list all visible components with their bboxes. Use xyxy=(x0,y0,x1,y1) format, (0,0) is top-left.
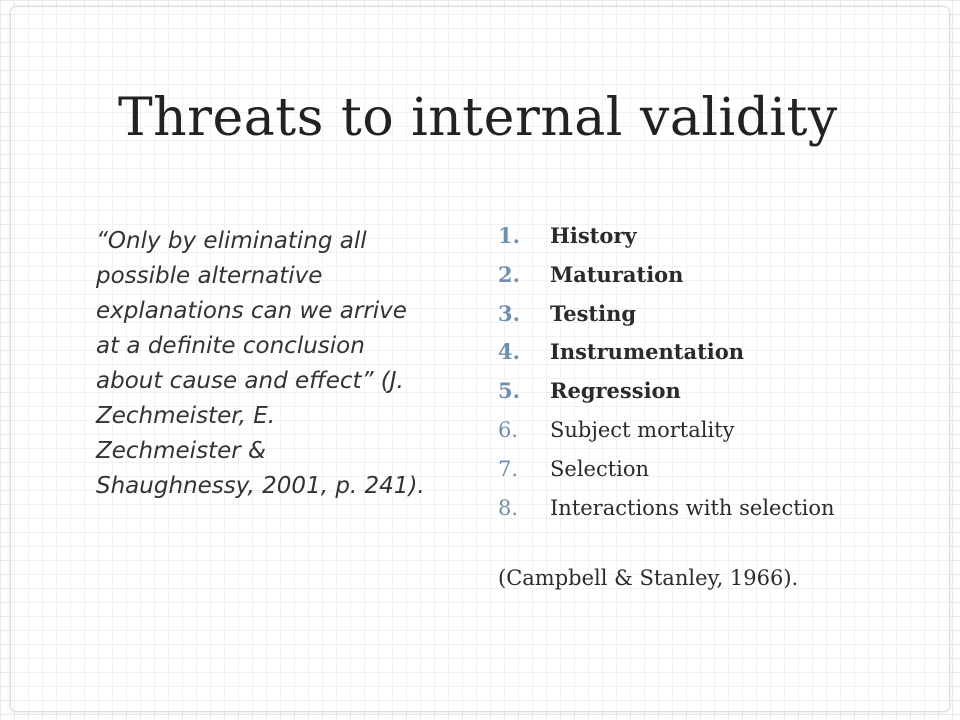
threats-list xyxy=(498,220,918,528)
list-item xyxy=(498,414,918,453)
list-item xyxy=(498,336,918,375)
list-label: Selection xyxy=(550,456,650,481)
quote-line: Shaughnessy, 2001, p. 241). xyxy=(96,473,425,499)
quote-line: at a definite conclusion xyxy=(96,333,365,359)
quote-line: Zechmeister, E. xyxy=(96,403,276,429)
list-label: Testing xyxy=(550,300,637,326)
quote-text xyxy=(96,224,468,504)
list-number: 6. xyxy=(498,417,519,442)
list-item xyxy=(498,259,918,298)
list-item xyxy=(498,453,918,492)
citation: (Campbell & Stanley, 1966). xyxy=(498,566,799,590)
list-item xyxy=(498,220,918,259)
list-number: 8. xyxy=(498,495,519,520)
quote-line: about cause and effect” (J. xyxy=(96,368,404,394)
list-number: 2. xyxy=(498,261,520,287)
list-item xyxy=(498,375,918,414)
list-label: Interactions with selection xyxy=(550,495,835,520)
list-number: 4. xyxy=(498,339,520,365)
quote-line: “Only by eliminating all xyxy=(96,228,367,254)
list-number: 3. xyxy=(498,300,520,326)
quote-line: Zechmeister & xyxy=(96,438,266,464)
list-label: History xyxy=(550,223,637,248)
list-number: 7. xyxy=(498,456,519,481)
list-label: Instrumentation xyxy=(550,339,745,365)
list-number: 1. xyxy=(498,223,520,248)
quote-line: possible alternative xyxy=(96,263,323,289)
quote-line: explanations can we arrive xyxy=(96,298,407,324)
list-label: Maturation xyxy=(550,261,684,287)
list-label: Regression xyxy=(550,378,681,404)
slide-title: Threats to internal validity xyxy=(118,88,838,148)
list-item xyxy=(498,492,918,524)
list-item xyxy=(498,298,918,337)
list-number: 5. xyxy=(498,378,520,404)
list-label: Subject mortality xyxy=(550,417,735,442)
